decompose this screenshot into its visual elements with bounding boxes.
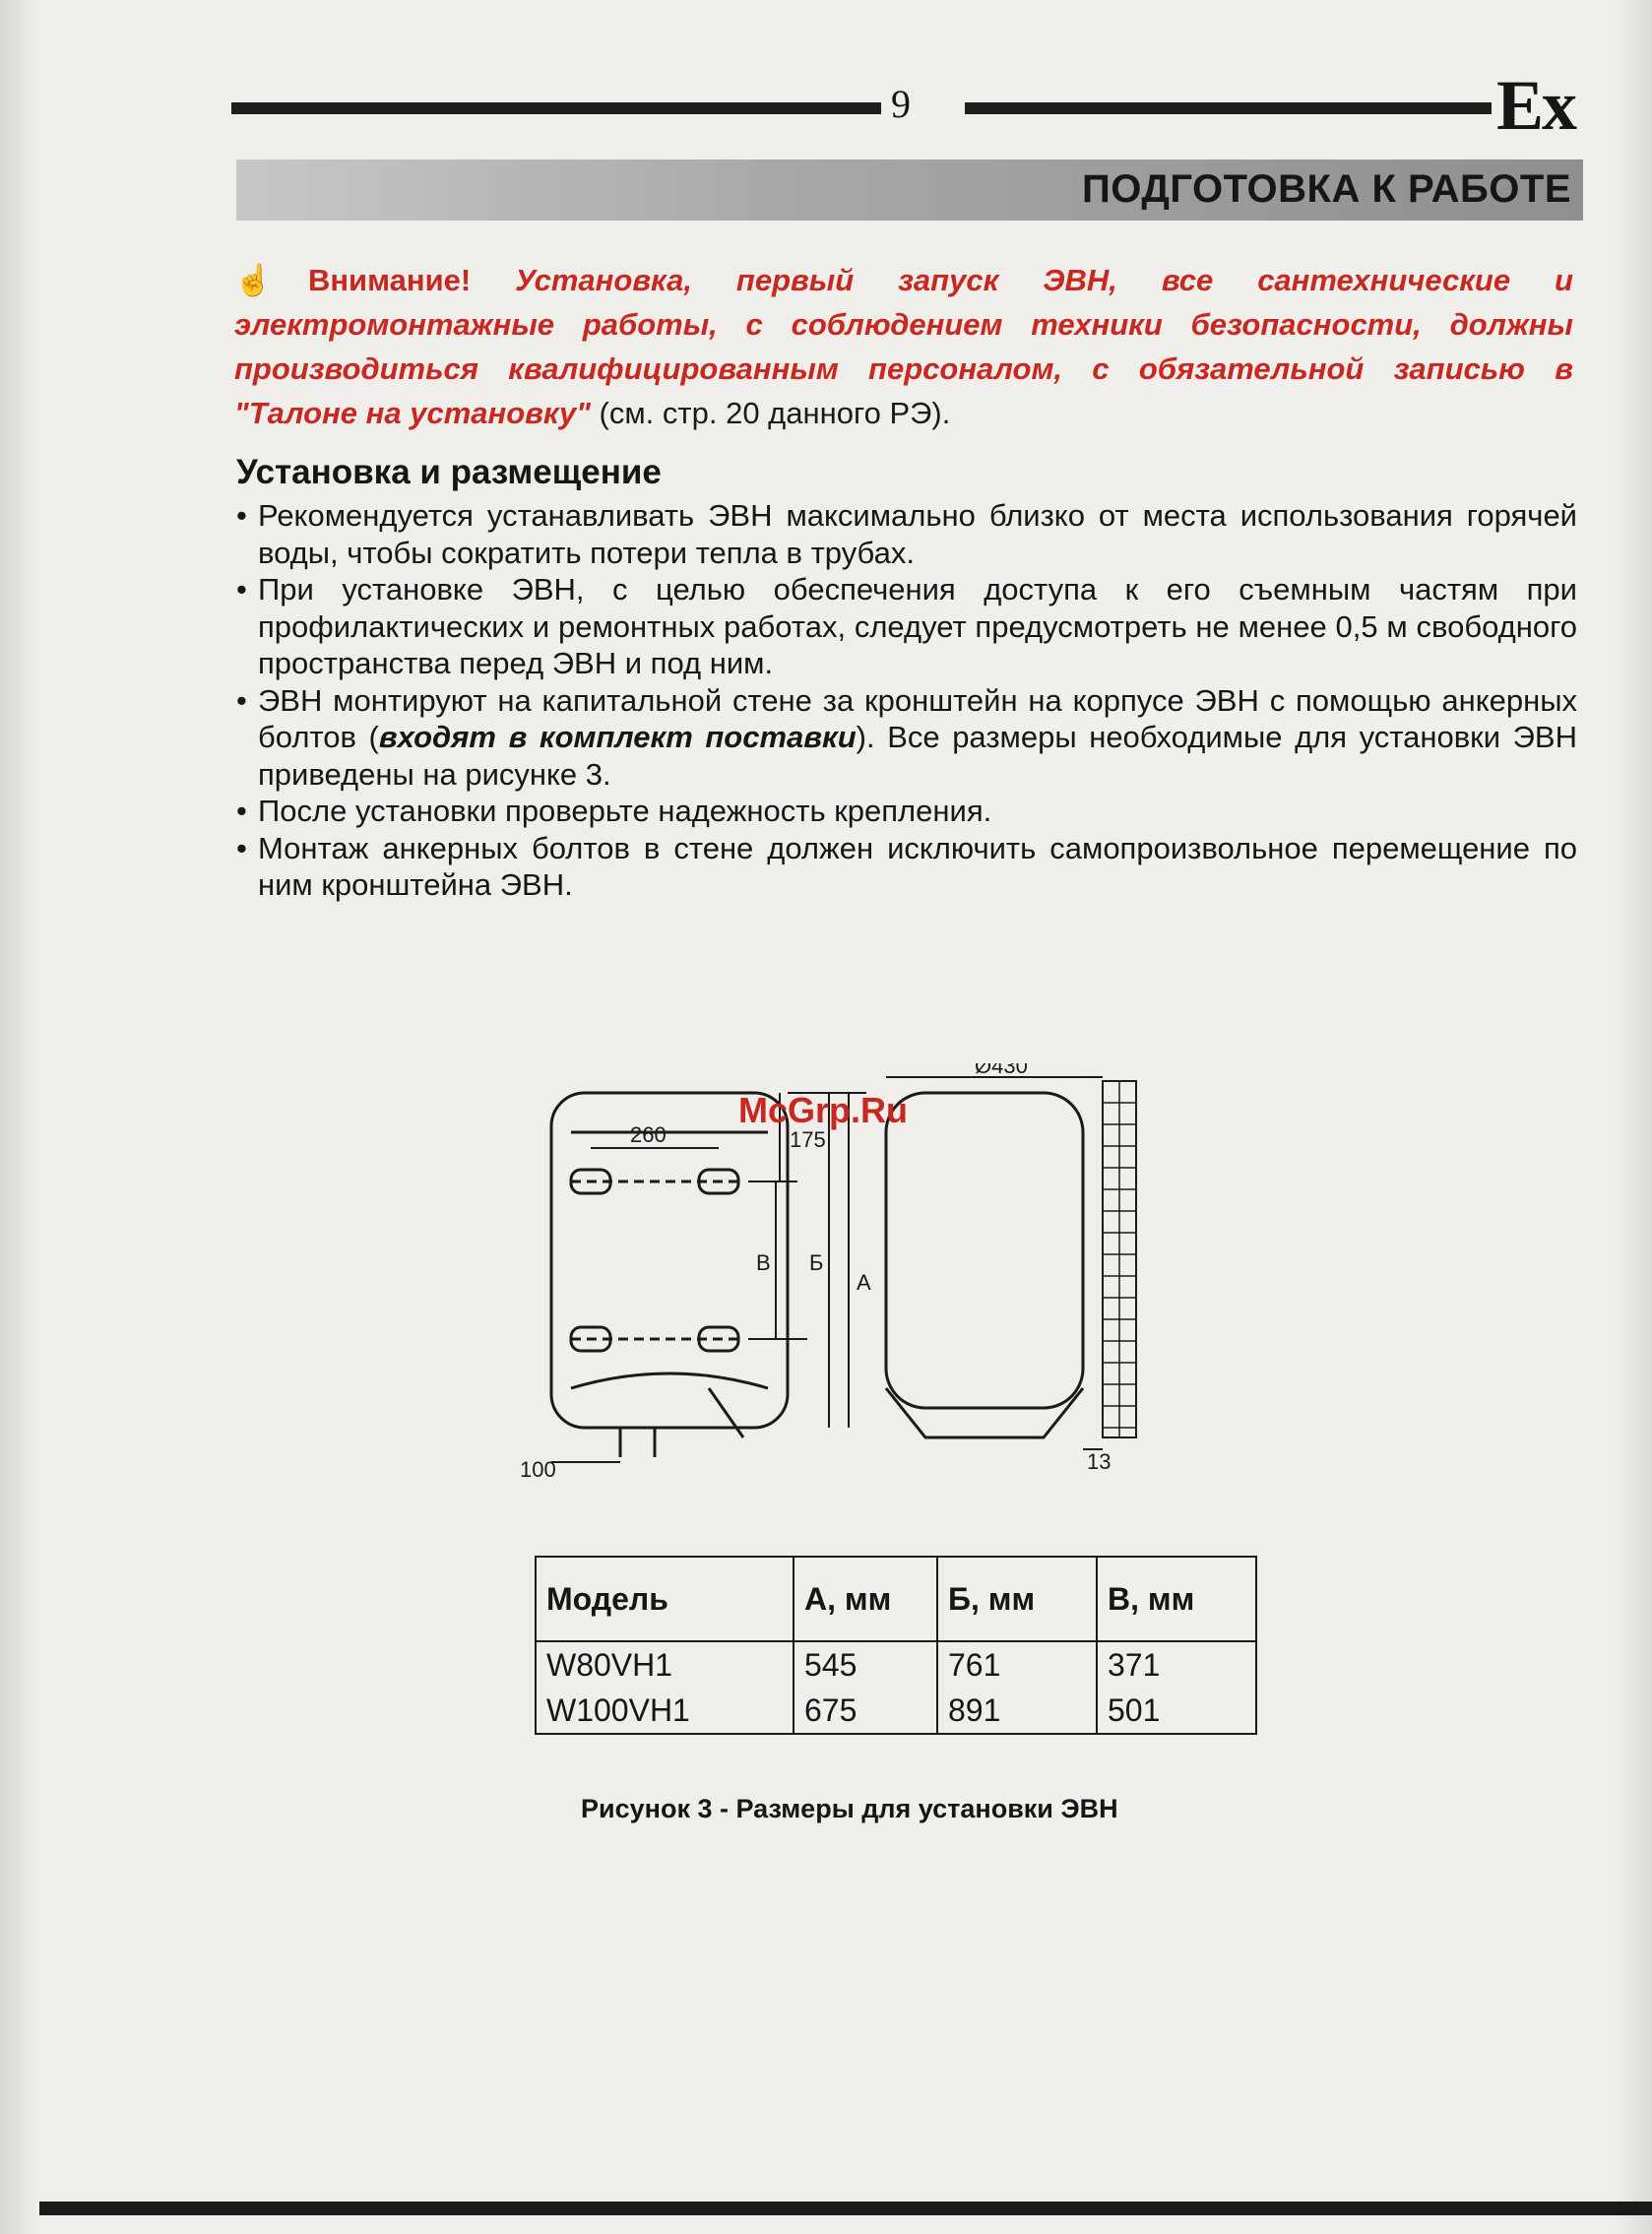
page-number: 9 [891, 82, 911, 126]
dimension-100: 100 [520, 1457, 556, 1482]
column-header: В, мм [1097, 1557, 1256, 1641]
table-cell: 371 [1097, 1641, 1256, 1688]
dimension-175: 175 [790, 1127, 826, 1152]
corner-tag: Ex [1496, 66, 1576, 145]
table-cell: 761 [937, 1641, 1097, 1688]
column-header: А, мм [794, 1557, 937, 1641]
dimension-13: 13 [1087, 1449, 1112, 1474]
figure-caption: Рисунок 3 - Размеры для установки ЭВН [581, 1794, 1118, 1823]
warning-reference: (см. стр. 20 данного РЭ). [599, 396, 951, 430]
table-cell: W100VH1 [536, 1688, 794, 1734]
heater-side-outline [886, 1093, 1083, 1408]
dimensions-table [535, 1556, 1257, 1735]
list-item-emphasis: входят в комплект поставки [378, 720, 857, 754]
table-cell: 545 [794, 1641, 937, 1688]
column-header: Б, мм [937, 1557, 1097, 1641]
table-cell: 891 [937, 1688, 1097, 1734]
list-item: • Монтаж анкерных болтов в стене должен исключить самопроизвольное перемещение по ним кронштейна ЭВН. [236, 830, 1577, 904]
watermark: McGrp.Ru [738, 1090, 909, 1130]
bullet-list [236, 497, 1577, 904]
dimension-b: Б [809, 1250, 824, 1275]
list-item: • После установки проверьте надежность крепления. [236, 793, 1577, 830]
column-header: Модель [536, 1557, 794, 1641]
section-title-bar [236, 160, 1583, 221]
dimension-a: А [857, 1270, 871, 1295]
warning-paragraph [234, 258, 1573, 435]
pointing-hand-icon: ☝ [234, 263, 273, 297]
heater-front-outline [551, 1093, 788, 1428]
dimension-260: 260 [630, 1122, 667, 1147]
list-item: • При установке ЭВН, с целью обеспечения доступа к его съемным частям при профилактических и ремонтных работах, следует предусмотреть не менее 0,5 м свободного пространства перед ЭВН и под ним. [236, 571, 1577, 682]
warning-lead: Внимание! [307, 263, 472, 297]
installation-diagram [512, 1063, 1240, 1487]
list-item-text: ). Все размеры необходимые для установки ЭВН приведены на рисунке 3. [258, 720, 1577, 792]
header-rule-left [231, 102, 881, 114]
table-cell: W80VH1 [536, 1641, 794, 1688]
table-header-row [536, 1557, 1256, 1641]
table-row [536, 1688, 1256, 1734]
header-rule-right [965, 102, 1492, 114]
table-cell: 675 [794, 1688, 937, 1734]
list-item [236, 682, 1577, 794]
dimension-v: В [756, 1250, 771, 1275]
list-item-text: ЭВН монтируют на капитальной стене за кронштейн на корпусе ЭВН с помощью анкерных болтов ( [258, 682, 1577, 754]
table-cell: 501 [1097, 1688, 1256, 1734]
page-bottom-edge [39, 2202, 1652, 2215]
table-row [536, 1641, 1256, 1688]
warning-body: Установка, первый запуск ЭВН, все сантехнические и электромонтажные работы, с соблюдением техники безопасности, должны производиться квалифицированным персоналом, с обязательной записью в "Талоне на установку" [234, 263, 1573, 430]
subsection-title: Установка и размещение [236, 453, 662, 491]
section-title: ПОДГОТОВКА К РАБОТЕ [1082, 167, 1571, 211]
dimension-430: Ø430 [975, 1063, 1028, 1078]
dimension-drawing [512, 1063, 1240, 1487]
list-item: • Рекомендуется устанавливать ЭВН максимально близко от места использования горячей воды, чтобы сократить потери тепла в трубах. [236, 497, 1577, 571]
